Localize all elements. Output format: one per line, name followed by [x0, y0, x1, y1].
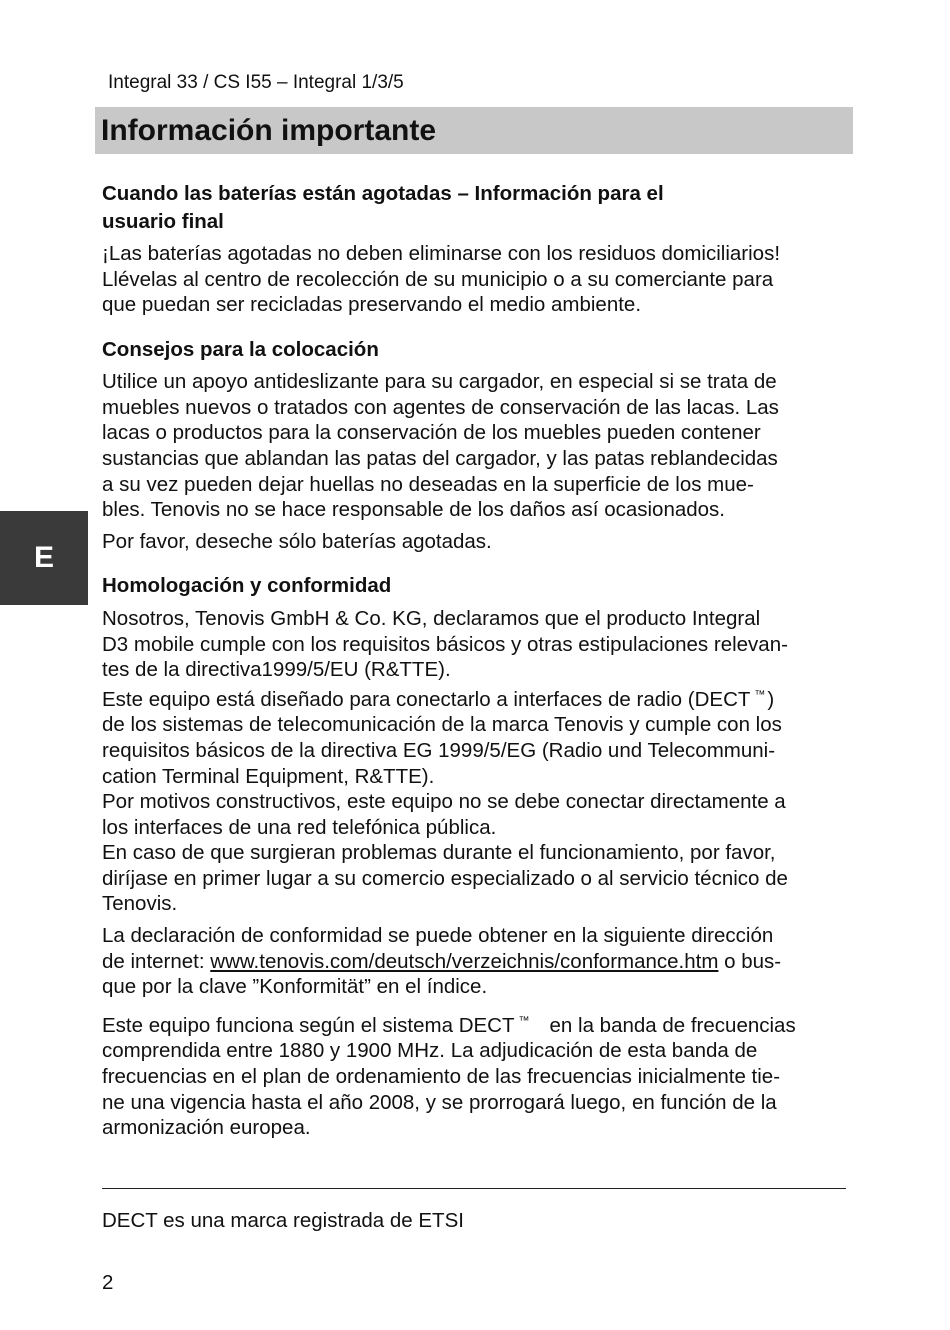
- text-line: lacas o productos para la conservación de los muebles pueden contener: [102, 421, 761, 445]
- text-fragment: en la banda de frecuencias: [549, 1013, 796, 1037]
- language-tab: E: [0, 511, 88, 605]
- text-fragment: o bus-: [718, 949, 782, 973]
- main-content: [102, 180, 854, 1141]
- text-line: Este equipo está diseñado para conectarlo a interfaces de radio (DECT: [102, 687, 751, 711]
- batteries-heading: [102, 180, 854, 235]
- text-line: armonización europea.: [102, 1116, 311, 1140]
- text-line: Tenovis.: [102, 892, 178, 916]
- conformance-link[interactable]: www.tenovis.com/deutsch/verzeichnis/conformance.htm: [210, 949, 719, 973]
- placement-note: Por favor, deseche sólo baterías agotadas.: [102, 529, 492, 553]
- text-line: frecuencias en el plan de ordenamiento de las frecuencias inicialmente tie-: [102, 1065, 781, 1089]
- text-fragment: Este equipo funciona según el sistema DECT: [102, 1013, 515, 1037]
- text-line: a su vez pueden dejar huellas no deseadas en la superficie de los mue-: [102, 472, 754, 496]
- text-line: comprendida entre 1880 y 1900 MHz. La adjudicación de esta banda de: [102, 1039, 758, 1063]
- text-line: de los sistemas de telecomunicación de la marca Tenovis y cumple con los: [102, 713, 782, 737]
- conformity-section: [102, 572, 854, 1140]
- text-line: tes de la directiva1999/5/EU (R&TTE).: [102, 658, 451, 682]
- text-line: sustancias que ablandan las patas del cargador, y las patas reblandecidas: [102, 447, 778, 471]
- text-line: ne una vigencia hasta el año 2008, y se prorrogará luego, en función de la: [102, 1090, 777, 1114]
- text-line: cation Terminal Equipment, R&TTE).: [102, 764, 435, 788]
- batteries-heading-line: Cuando las baterías están agotadas – Información para el: [102, 182, 664, 205]
- text-line: Por motivos constructivos, este equipo no se debe conectar directamente a: [102, 790, 786, 814]
- text-line: diríjase en primer lugar a su comercio especializado o al servicio técnico de: [102, 866, 788, 890]
- batteries-section: [102, 180, 854, 318]
- text-line: los interfaces de una red telefónica pública.: [102, 815, 497, 839]
- text-fragment: ): [767, 687, 775, 711]
- text-line: que puedan ser recicladas preservando el medio ambiente.: [102, 293, 642, 317]
- page-number: 2: [102, 1271, 114, 1294]
- text-line: Nosotros, Tenovis GmbH & Co. KG, declaramos que el producto Integral: [102, 606, 761, 630]
- batteries-paragraph: [102, 241, 854, 318]
- text-line: bles. Tenovis no se hace responsable de los daños así ocasionados.: [102, 498, 726, 522]
- text-line: muebles nuevos o tratados con agentes de conservación de las lacas. Las: [102, 395, 779, 419]
- text-line: ¡Las baterías agotadas no deben eliminarse con los residuos domiciliarios!: [102, 242, 781, 265]
- placement-heading: Consejos para la colocación: [102, 337, 379, 361]
- text-line: En caso de que surgieran problemas durante el funcionamiento, por favor,: [102, 841, 776, 865]
- text-line: Utilice un apoyo antideslizante para su cargador, en especial si se trata de: [102, 370, 777, 394]
- model-line: Integral 33 / CS I55 – Integral 1/3/5: [108, 72, 404, 93]
- text-line: requisitos básicos de la directiva EG 1999/5/EG (Radio und Telecommuni-: [102, 738, 776, 762]
- text-fragment: de internet:: [102, 949, 211, 973]
- placement-section: [102, 336, 854, 555]
- trademark-symbol: ™: [754, 688, 766, 701]
- page-title: Información importante: [101, 114, 437, 147]
- footnote-divider: [102, 1188, 846, 1189]
- text-line: Llévelas al centro de recolección de su municipio o a su comerciante para: [102, 267, 774, 291]
- declaration-paragraph: [102, 923, 854, 1000]
- text-line: D3 mobile cumple con los requisitos básicos y otras estipulaciones relevan-: [102, 632, 788, 656]
- frequency-paragraph: [102, 1009, 854, 1141]
- batteries-heading-line: usuario final: [102, 209, 224, 233]
- text-line: que por la clave ”Konformität” en el índice.: [102, 975, 488, 999]
- conformity-paragraph: [102, 606, 854, 917]
- conformity-heading: Homologación y conformidad: [102, 574, 392, 598]
- trademark-symbol: ™: [518, 1014, 530, 1027]
- text-line: La declaración de conformidad se puede obtener en la siguiente dirección: [102, 924, 774, 948]
- title-bar: [95, 107, 853, 154]
- footnote: DECT es una marca registrada de ETSI: [102, 1209, 464, 1232]
- placement-paragraph: [102, 369, 854, 523]
